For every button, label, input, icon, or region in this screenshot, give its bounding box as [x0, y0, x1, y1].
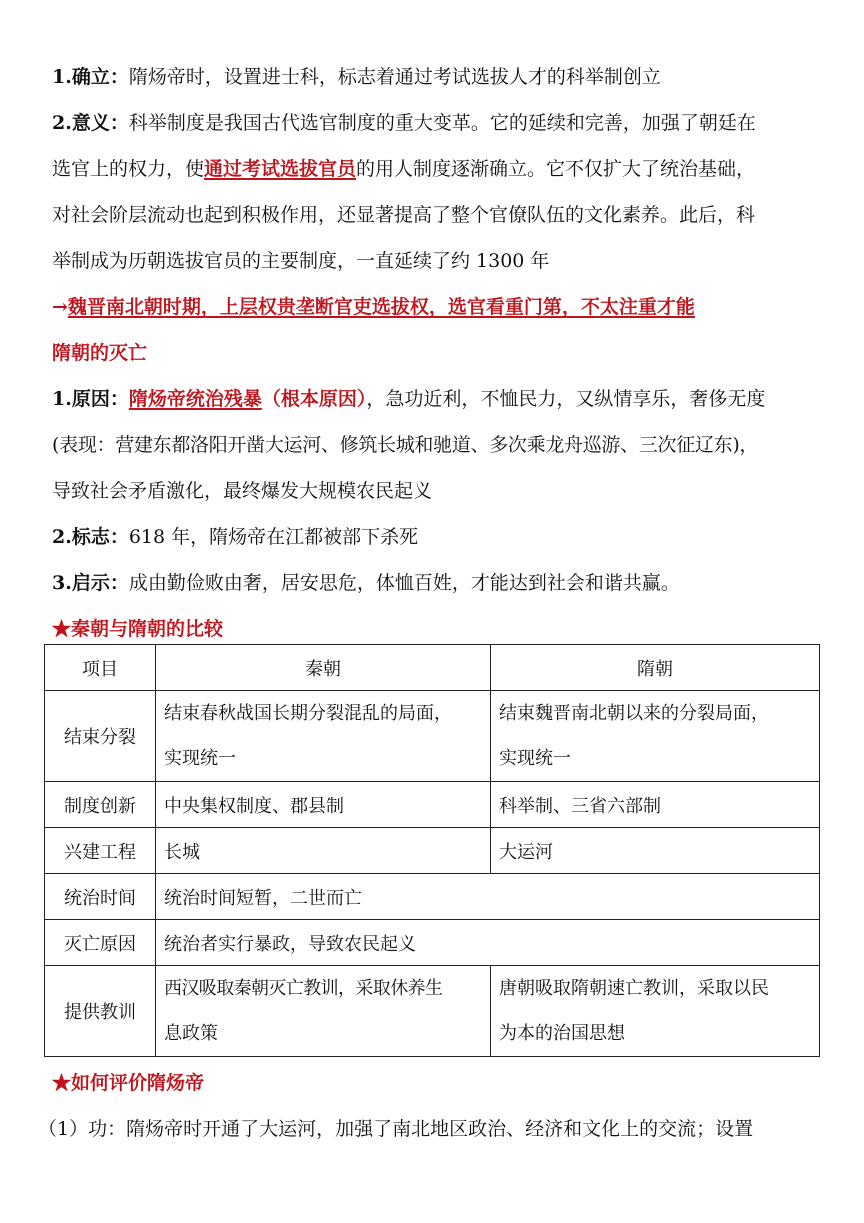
cell-merged: 统治时间短暂，二世而亡 [156, 874, 820, 920]
row-label: 制度创新 [45, 782, 156, 828]
establish-text: 隋炀帝时，设置进士科，标志着通过考试选拔人才的科举制创立 [128, 66, 661, 88]
cell-sui: 科举制、三省六部制 [491, 782, 820, 828]
arrow-icon: → [52, 296, 68, 318]
cell-sui [491, 966, 820, 1057]
cell-merged: 统治者实行暴政，导致农民起义 [156, 920, 820, 966]
significance-text-2b: 的用人制度逐渐确立。它不仅扩大了统治基础， [356, 158, 756, 180]
cell-sui [491, 691, 820, 782]
table-row [45, 874, 820, 920]
sign-text: 618 年，隋炀帝在江都被部下杀死 [128, 526, 419, 548]
cell-qin: 长城 [156, 828, 491, 874]
header-sui: 隋朝 [491, 645, 820, 691]
lesson-label: 3.启示： [52, 572, 129, 594]
cell-qin: 中央集权制度、郡县制 [156, 782, 491, 828]
cell-line: 结束魏晋南北朝以来的分裂局面， [499, 703, 769, 724]
cause-line-3: 导致社会矛盾激化，最终爆发大规模农民起义 [52, 480, 433, 502]
arrow-note [52, 284, 822, 330]
cause-line-1 [52, 376, 822, 422]
document-body [52, 54, 822, 652]
cell-line: 西汉吸取秦朝灭亡教训，采取休养生 [164, 978, 443, 999]
table-row [45, 920, 820, 966]
sign-label: 2.标志： [52, 526, 129, 548]
significance-line-2 [52, 146, 822, 192]
table-header-row [45, 645, 820, 691]
cell-line: 为本的治国思想 [499, 1023, 625, 1044]
evaluate-section [38, 1060, 822, 1152]
row-label: 灭亡原因 [45, 920, 156, 966]
sign-paragraph [52, 514, 822, 560]
arrow-note-text: 魏晋南北朝时期，上层权贵垄断官吏选拔权，选官看重门第，不太注重才能 [67, 296, 695, 318]
establish-paragraph [52, 54, 822, 100]
evaluate-title: ★如何评价隋炀帝 [52, 1072, 205, 1094]
cell-line: 结束春秋战国长期分裂混乱的局面， [164, 703, 452, 724]
significance-highlight: 通过考试选拔官员 [204, 158, 357, 180]
cell-line: 唐朝吸取隋朝速亡教训，采取以民 [499, 978, 769, 999]
significance-text-2a: 选官上的权力，使 [52, 158, 205, 180]
significance-line-4: 举制成为历朝选拔官员的主要制度，一直延续了约 1300 年 [52, 250, 550, 272]
cell-qin [156, 691, 491, 782]
significance-line-3: 对社会阶层流动也起到积极作用，还显著提高了整个官僚队伍的文化素养。此后，科 [52, 204, 756, 226]
cell-line: 实现统一 [499, 748, 571, 769]
lesson-paragraph [52, 560, 822, 606]
compare-title: ★秦朝与隋朝的比较 [52, 618, 224, 640]
significance-label: 2.意义： [52, 112, 129, 134]
cell-sui: 大运河 [491, 828, 820, 874]
comparison-table [44, 644, 820, 1057]
cell-qin [156, 966, 491, 1057]
header-qin: 秦朝 [156, 645, 491, 691]
table-row [45, 782, 820, 828]
cause-label: 1.原因： [52, 388, 129, 410]
row-label: 结束分裂 [45, 691, 156, 782]
row-label: 兴建工程 [45, 828, 156, 874]
sui-fall-title: 隋朝的灭亡 [52, 342, 148, 364]
header-item: 项目 [45, 645, 156, 691]
significance-line-1 [52, 100, 822, 146]
cell-line: 息政策 [164, 1023, 218, 1044]
establish-label: 1.确立： [52, 66, 129, 88]
table-row [45, 828, 820, 874]
table-row [45, 966, 820, 1057]
row-label: 统治时间 [45, 874, 156, 920]
cause-highlight: 隋炀帝统治残暴 [128, 388, 262, 410]
cell-line: 实现统一 [164, 748, 236, 769]
lesson-text: 成由勤俭败由奢，居安思危，体恤百姓，才能达到社会和谐共赢。 [128, 572, 680, 594]
merit-line: （1）功：隋炀帝时开通了大运河，加强了南北地区政治、经济和文化上的交流；设置 [38, 1118, 754, 1140]
cause-root-note: （根本原因） [261, 388, 367, 410]
significance-text-1: 科举制度是我国古代选官制度的重大变革。它的延续和完善，加强了朝廷在 [128, 112, 756, 134]
table-row [45, 691, 820, 782]
row-label: 提供教训 [45, 966, 156, 1057]
cause-text-1: ，急功近利，不恤民力，又纵情享乐，奢侈无度 [366, 388, 766, 410]
cause-line-2: (表现：营建东都洛阳开凿大运河、修筑长城和驰道、多次乘龙舟巡游、三次征辽东)， [52, 434, 759, 456]
